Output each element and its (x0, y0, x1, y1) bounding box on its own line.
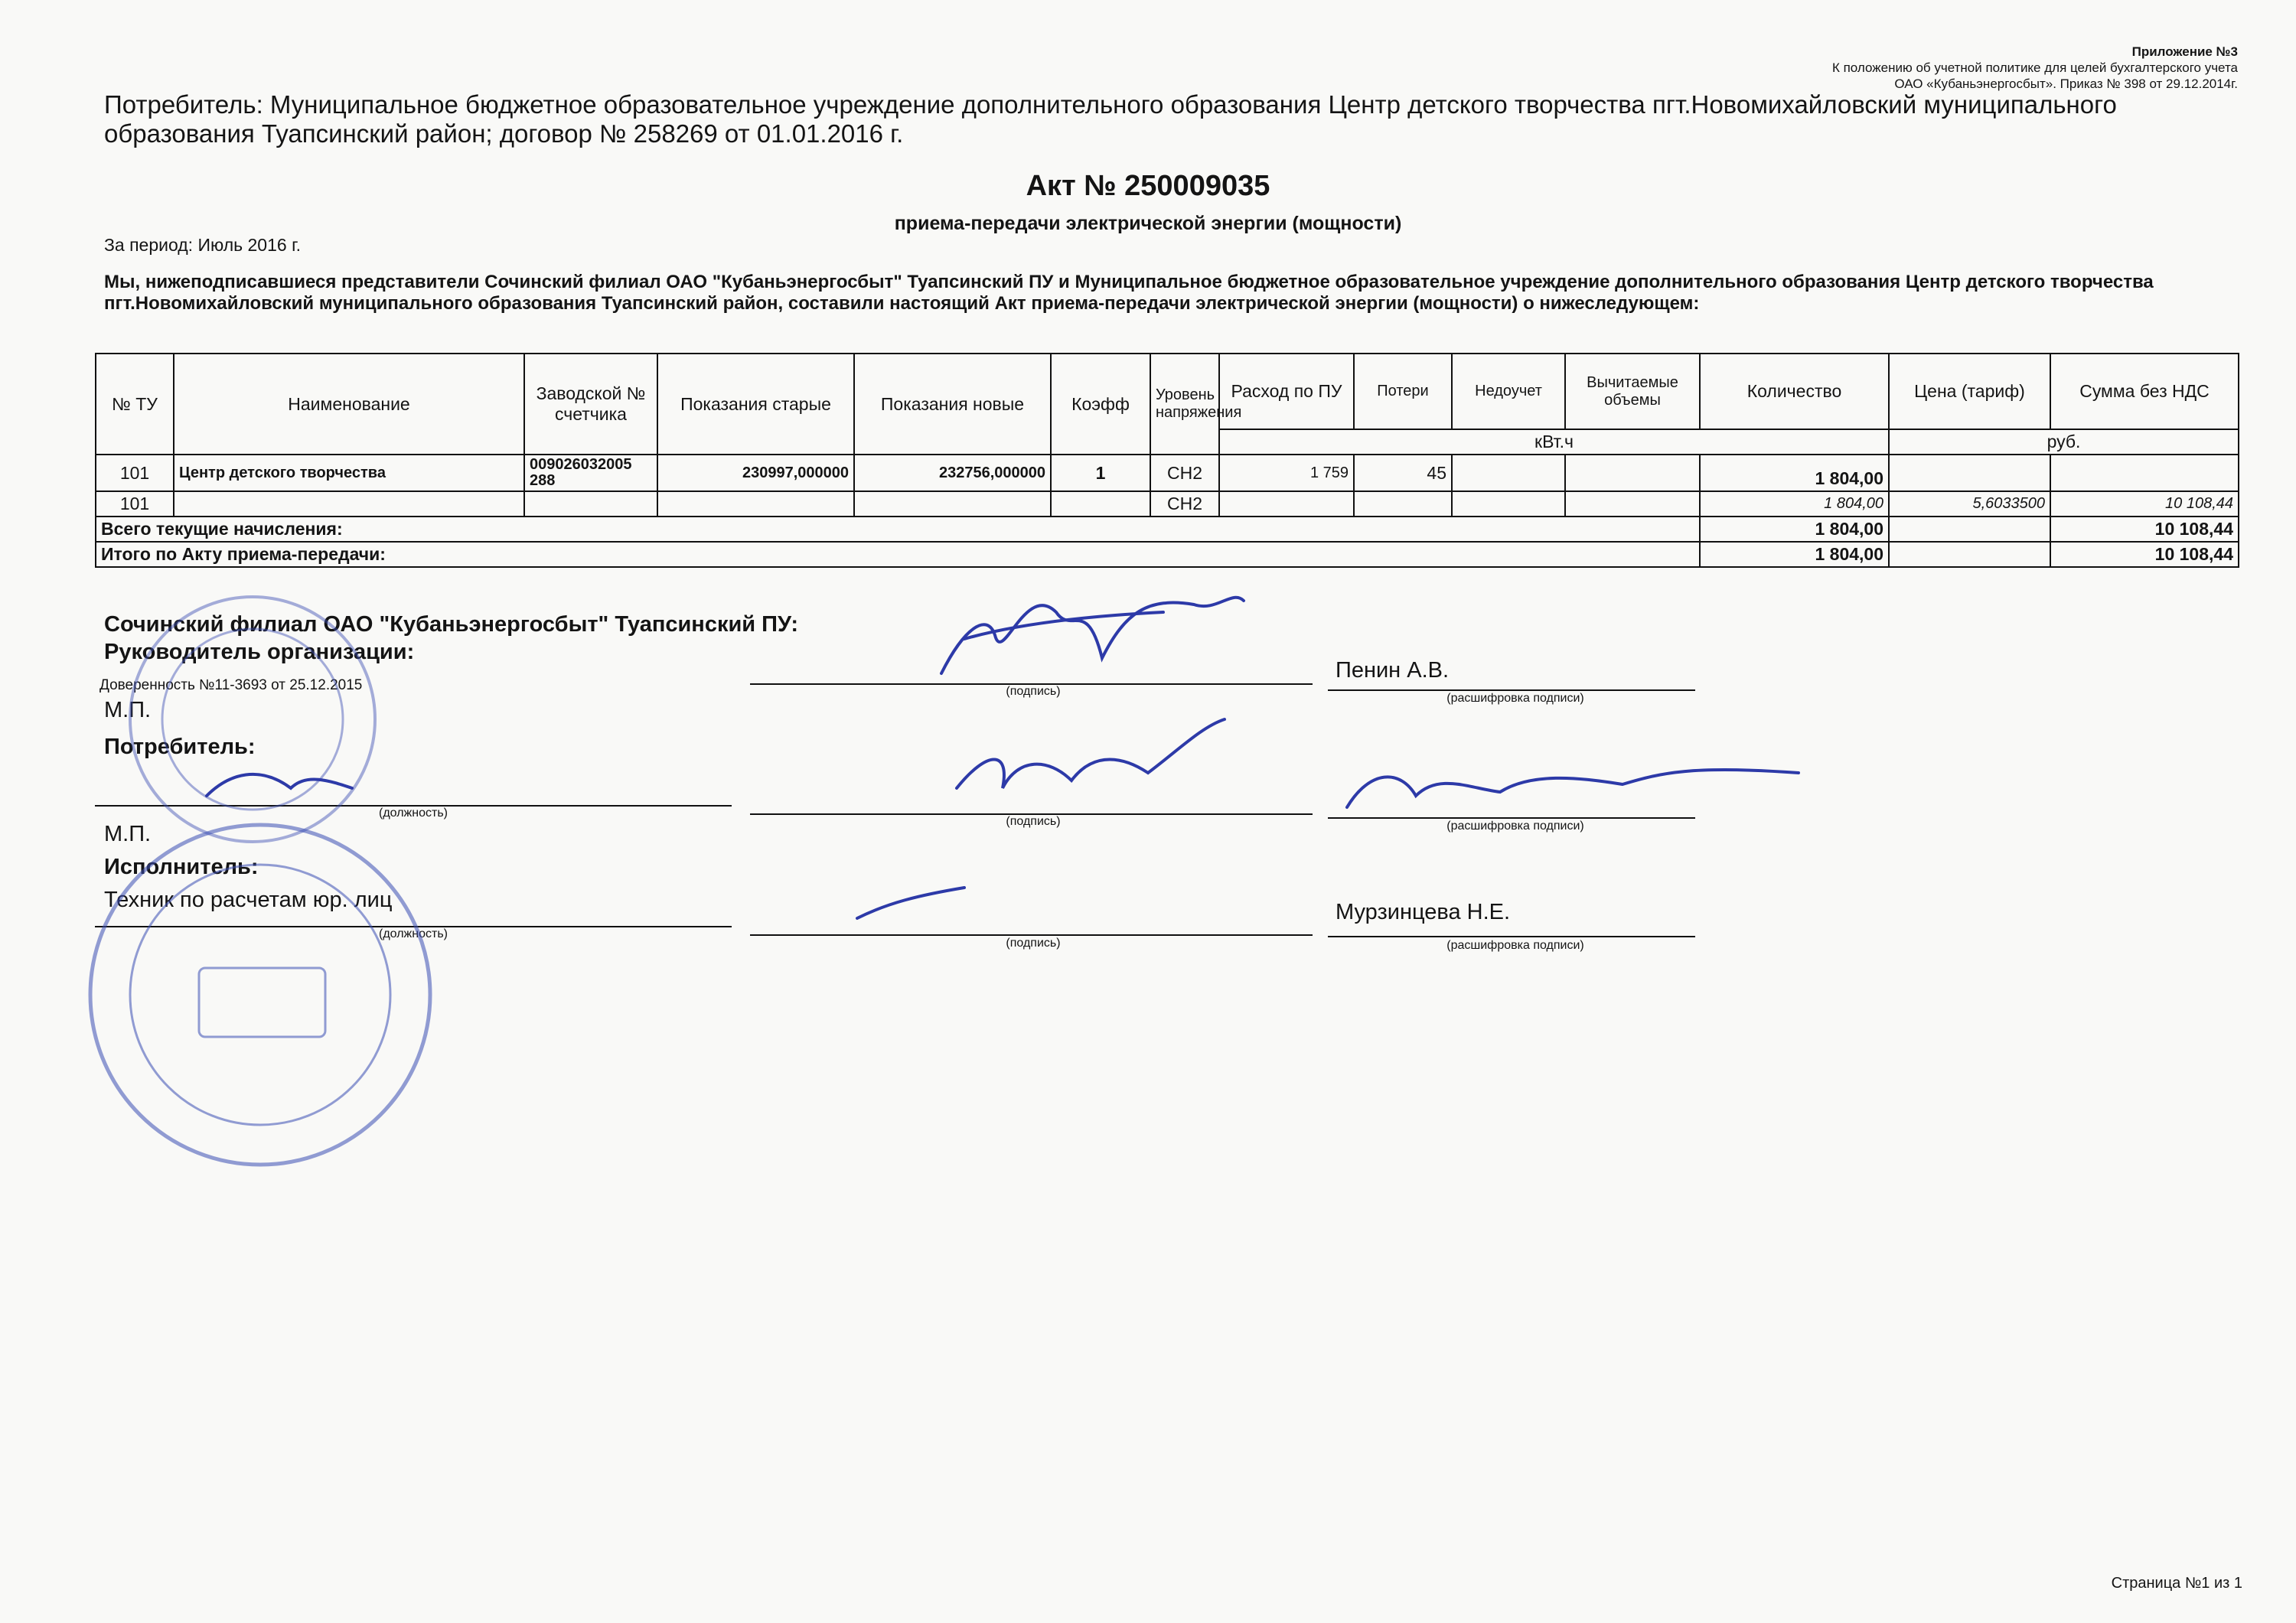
proxy-text: Доверенность №11-3693 от 25.12.2015 (99, 677, 363, 693)
executor-position: Техник по расчетам юр. лиц (104, 888, 393, 912)
decoding-caption: (расшифровка подписи) (1446, 939, 1584, 952)
header-new-reading: Показания новые (854, 354, 1051, 455)
consumer-contract: Потребитель: Муниципальное бюджетное образовательное учреждение дополнительного образования Центр детского творчества пгт.Новомихайловский муниципального образования Туапсинский район; договор № 258269 от 01.01.2016 г. (104, 90, 2117, 148)
handwritten-signatures (207, 598, 1799, 918)
header-sum: Сумма без НДС (2050, 354, 2239, 429)
cell-new: 232756,000000 (854, 455, 1051, 491)
executor-title: Исполнитель: (104, 855, 259, 879)
header-undercount: Недоучет (1452, 354, 1565, 429)
page-number: Страница №1 из 1 (2111, 1575, 2242, 1592)
cell-tu: 101 (96, 455, 174, 491)
consumer-seal-label: М.П. (104, 822, 152, 846)
cell-sum: 10 108,44 (2050, 491, 2239, 517)
header-deducted: Вычитаемые объемы (1565, 354, 1700, 429)
position-caption: (должность) (379, 927, 448, 940)
header-meter: Заводской № счетчика (524, 354, 657, 455)
position-caption: (должность) (379, 807, 448, 820)
header-voltage: Уровень напряжения (1150, 354, 1219, 455)
cell-tu: 101 (96, 491, 174, 517)
supplier-name: Пенин А.В. (1336, 658, 1450, 683)
total-act-label: Итого по Акту приема-передачи: (96, 542, 1700, 567)
seal-stamp-2 (130, 597, 375, 842)
header-old-reading: Показания старые (657, 354, 854, 455)
total-current-label: Всего текущие начисления: (96, 517, 1700, 542)
cell-name: Центр детского творчества (174, 455, 524, 491)
total-current-quantity: 1 804,00 (1700, 517, 1889, 542)
act-subtitle: приема-передачи электрической энергии (мощности) (894, 213, 1402, 234)
header-price: Цена (тариф) (1889, 354, 2050, 429)
total-act-sum: 10 108,44 (2050, 542, 2239, 567)
cell-quantity: 1 804,00 (1700, 455, 1889, 491)
total-current-sum: 10 108,44 (2050, 517, 2239, 542)
cell-coef: 1 (1051, 455, 1150, 491)
seal-stamp-1 (90, 825, 430, 1165)
header-losses: Потери (1354, 354, 1452, 429)
supplier-title: Сочинский филиал ОАО "Кубаньэнергосбыт" Туапсинский ПУ: (104, 612, 798, 637)
decoding-caption: (расшифровка подписи) (1446, 820, 1584, 833)
cell-meter: 009026032005 288 (524, 455, 657, 491)
cell-price: 5,6033500 (1889, 491, 2050, 517)
cell-voltage: СН2 (1150, 455, 1219, 491)
header-name: Наименование (174, 354, 524, 455)
cell-consumption: 1 759 (1219, 455, 1354, 491)
header-coef: Коэфф (1051, 354, 1150, 455)
cell-old: 230997,000000 (657, 455, 854, 491)
act-title: Акт № 250009035 (1026, 170, 1270, 202)
appendix-line-2: ОАО «Кубаньэнергосбыт». Приказ № 398 от 29.12.2014г. (1894, 77, 2238, 91)
signature-caption: (подпись) (1006, 815, 1061, 828)
cell-losses: 45 (1354, 455, 1452, 491)
header-quantity: Количество (1700, 354, 1889, 429)
consumer-sign-title: Потребитель: (104, 735, 256, 759)
unit-rub: руб. (1889, 429, 2239, 455)
header-consumption: Расход по ПУ (1219, 354, 1354, 429)
supplier-seal-label: М.П. (104, 698, 152, 722)
executor-name: Мурзинцева Н.Е. (1336, 900, 1511, 924)
decoding-caption: (расшифровка подписи) (1446, 692, 1584, 705)
signature-caption: (подпись) (1006, 937, 1061, 950)
appendix-line-1: К положению об учетной политике для целей бухгалтерского учета (1831, 60, 2238, 75)
appendix-title: Приложение №3 (2131, 44, 2238, 59)
intro-paragraph: Мы, нижеподписавшиеся представители Сочинский филиал ОАО "Кубаньэнергосбыт" Туапсинский ПУ и Муниципальное бюджетное образовательное учреждение дополнительного образования Центр детского творчества пгт.Новомихайловский муниципального образования Туапсинский район, составили настоящий Акт приема-передачи электрической энергии (мощности) о нижеследующем: (104, 272, 2154, 314)
supplier-head-label: Руководитель организации: (104, 640, 415, 664)
total-act-quantity: 1 804,00 (1700, 542, 1889, 567)
cell-voltage: СН2 (1150, 491, 1219, 517)
header-tu: № ТУ (96, 354, 174, 455)
cell-quantity: 1 804,00 (1700, 491, 1889, 517)
signature-caption: (подпись) (1006, 685, 1061, 698)
unit-kwh: кВт.ч (1219, 429, 1889, 455)
period: За период: Июль 2016 г. (104, 235, 302, 255)
